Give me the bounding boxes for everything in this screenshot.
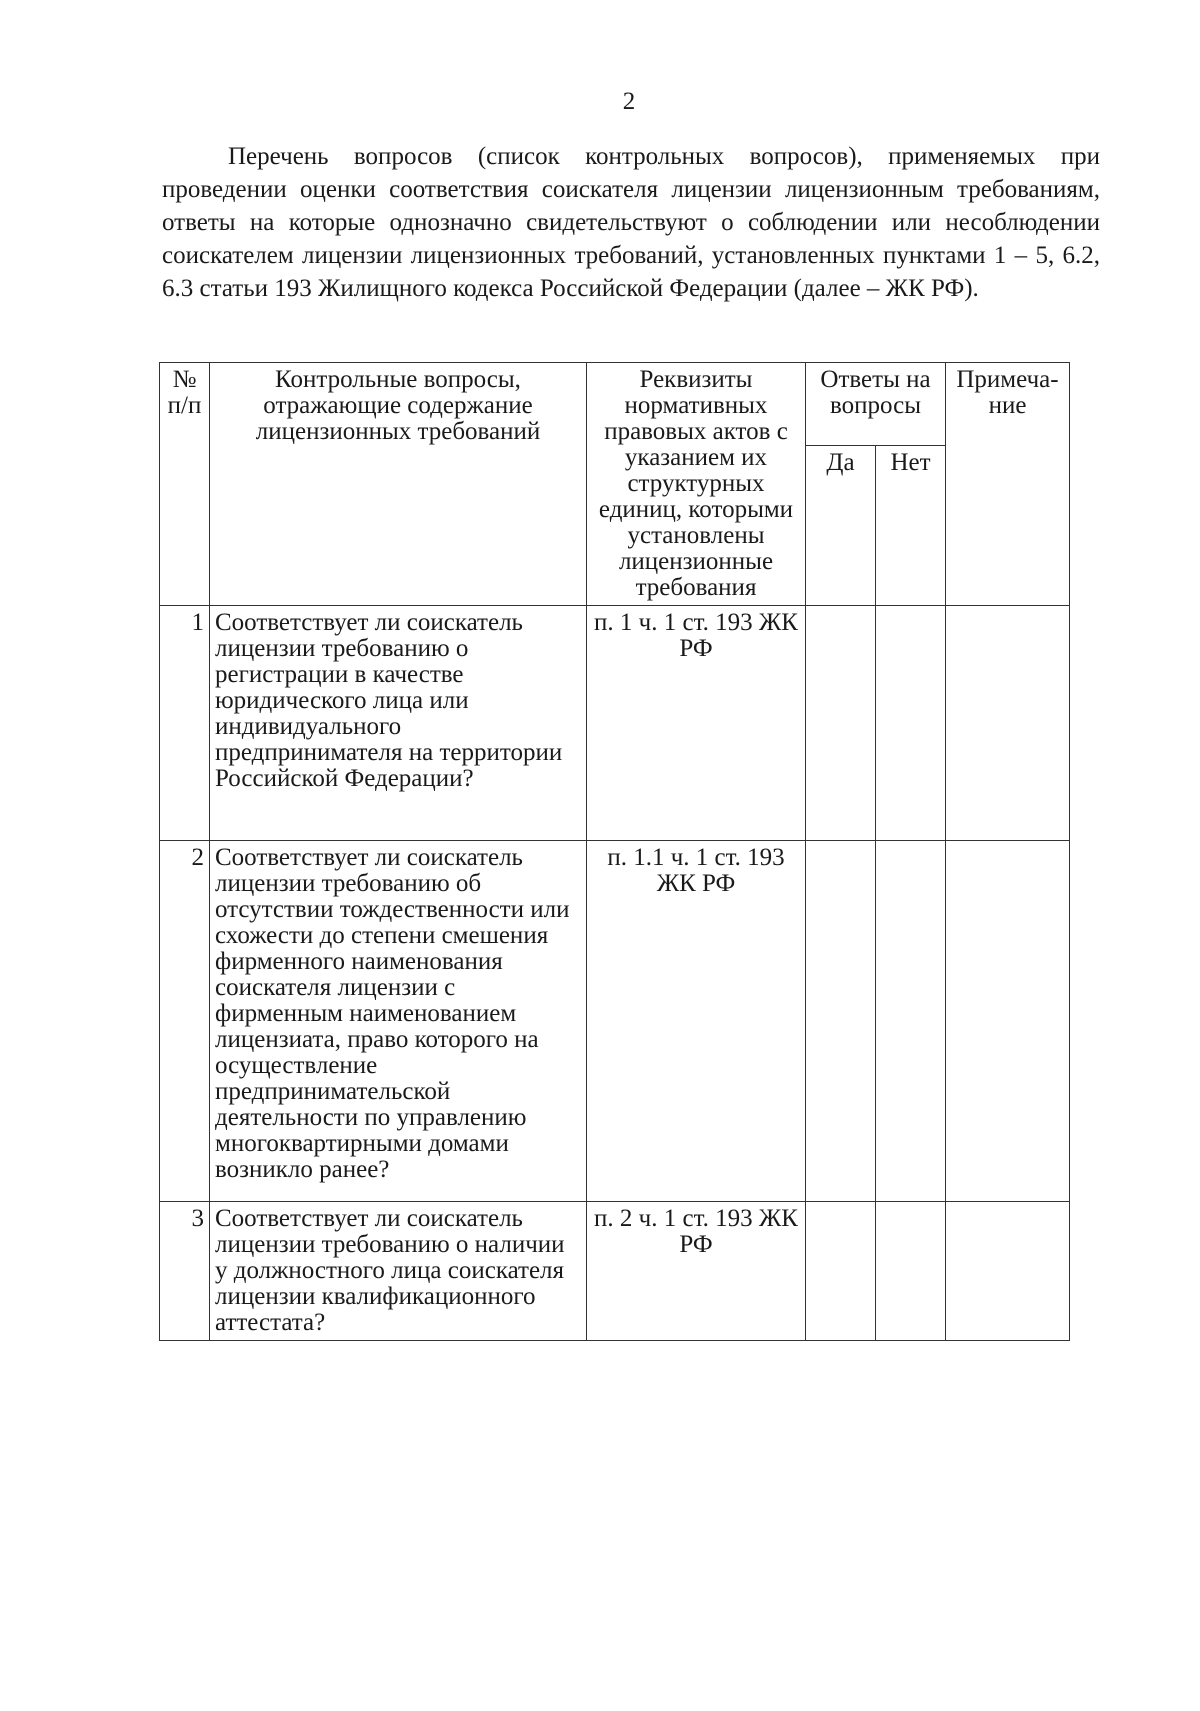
row-number: 3	[160, 1202, 210, 1341]
table-row	[160, 1202, 1070, 1341]
row-number: 1	[160, 606, 210, 841]
row-note	[946, 606, 1070, 841]
header-reference: Реквизиты нормативных правовых актов с указанием их структурных единиц, которыми установлены лицензионные требования	[587, 363, 806, 606]
row-answer-yes	[806, 606, 876, 841]
table-row	[160, 606, 1070, 841]
page-number: 2	[622, 88, 636, 115]
row-question: Соответствует ли соискатель лицензии требованию о наличии у должностного лица соискателя лицензии квалификационного аттестата?	[210, 1202, 587, 1341]
header-number: № п/п	[160, 363, 210, 606]
header-yes: Да	[806, 446, 876, 606]
header-row	[160, 363, 1070, 446]
table-header	[160, 363, 1070, 606]
row-note	[946, 841, 1070, 1202]
row-question: Соответствует ли соискатель лицензии требованию о регистрации в качестве юридического лица или индивидуального предпринимателя на территории Российской Федерации?	[210, 606, 587, 841]
table-row	[160, 841, 1070, 1202]
header-no: Нет	[876, 446, 946, 606]
row-answer-no	[876, 841, 946, 1202]
header-answers: Ответы на вопросы	[806, 363, 946, 446]
row-reference: п. 2 ч. 1 ст. 193 ЖК РФ	[587, 1202, 806, 1341]
row-reference: п. 1 ч. 1 ст. 193 ЖК РФ	[587, 606, 806, 841]
row-answer-no	[876, 606, 946, 841]
row-answer-no	[876, 1202, 946, 1341]
row-answer-yes	[806, 1202, 876, 1341]
row-note	[946, 1202, 1070, 1341]
header-note: Примеча-ние	[946, 363, 1070, 606]
row-reference: п. 1.1 ч. 1 ст. 193 ЖК РФ	[587, 841, 806, 1202]
header-question: Контрольные вопросы, отражающие содержание лицензионных требований	[210, 363, 587, 606]
row-question: Соответствует ли соискатель лицензии требованию об отсутствии тождественности или схожести до степени смешения фирменного наименования соискателя лицензии с фирменным наименованием лицензиата, право которого на осуществление предпринимательской деятельности по управлению многоквартирными домами возникло ранее?	[210, 841, 587, 1202]
intro-paragraph: Перечень вопросов (список контрольных вопросов), применяемых при проведении оценки соответствия соискателя лицензии лицензионным требованиям, ответы на которые однозначно свидетельствуют о соблюдении или несоблюдении соискателем лицензии лицензионных требований, установленных пунктами 1 – 5, 6.2, 6.3 статьи 193 Жилищного кодекса Российской Федерации (далее – ЖК РФ).	[162, 143, 1100, 302]
checklist-table	[159, 362, 1070, 1341]
row-answer-yes	[806, 841, 876, 1202]
row-number: 2	[160, 841, 210, 1202]
